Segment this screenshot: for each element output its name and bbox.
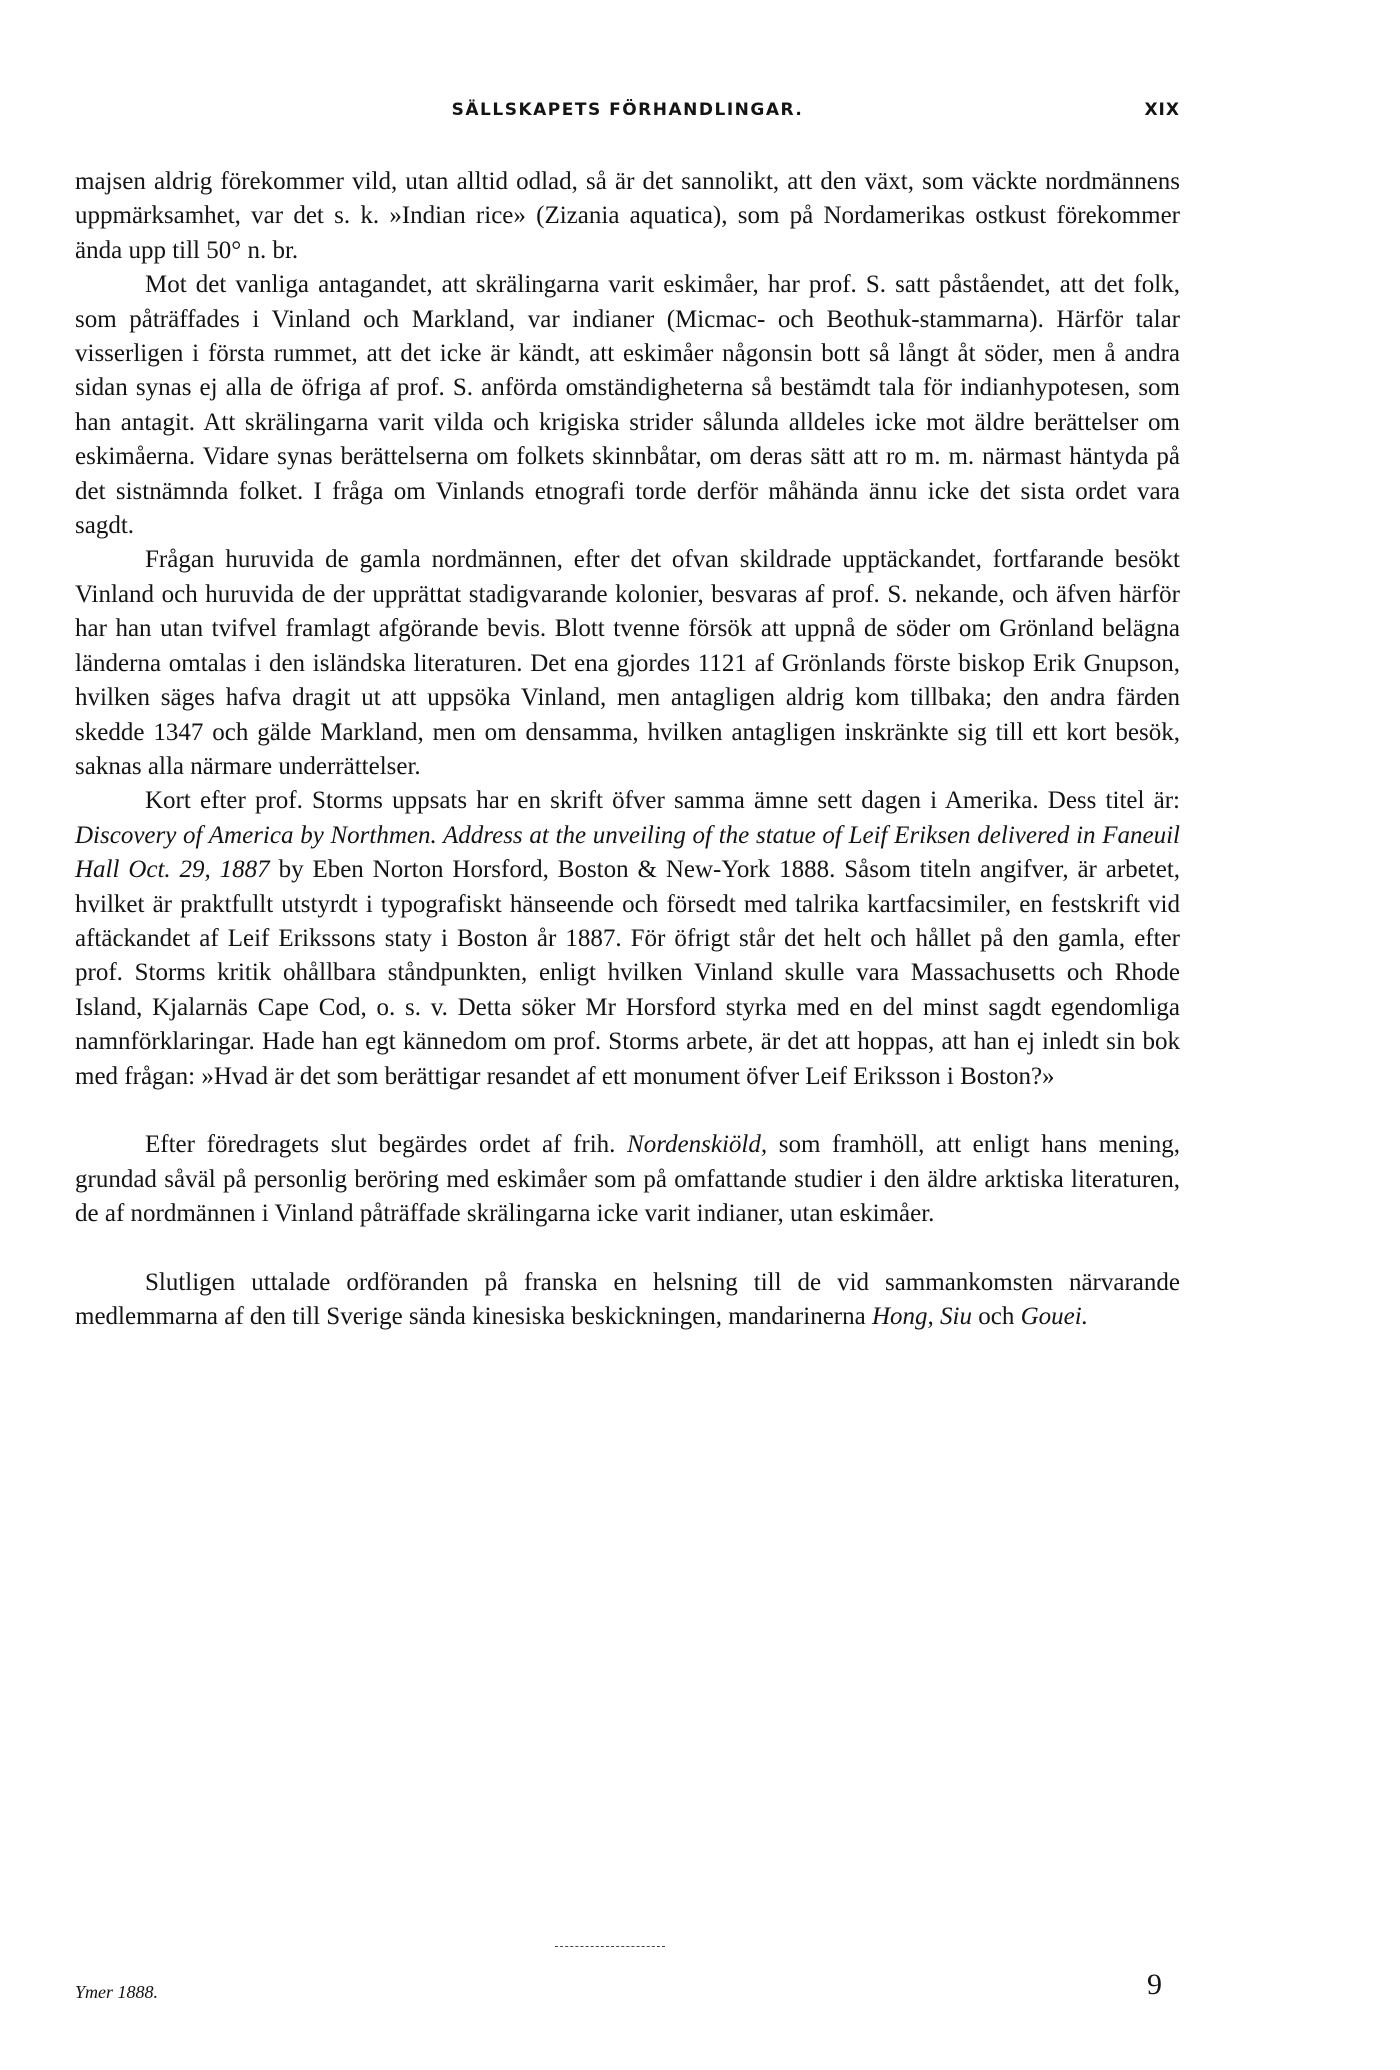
sheet-number: 9	[1147, 1968, 1162, 2001]
paragraph-horsford	[75, 784, 1180, 1094]
nordenskiold-rest: som framhöll, att enligt hans mening, grundad såväl på personlig beröring med eskimåer som på omfattande studier i den äldre arktiska literaturen, de af nordmännen i Vinland påträffade skrälingarna icke varit indianer, utan eskimåer.	[75, 1131, 1180, 1228]
section-divider	[555, 1946, 665, 1947]
horsford-rest: by Eben Norton Horsford, Boston & New-York 1888. Såsom titeln angifver, är arbetet, hvilket är praktfullt utstyrdt i typografiskt hänseende och försedt med talrika kartfacsimiler, en festskrift vid aftäckandet af Leif Erikssons staty i Boston år 1887. För öfrigt står det helt och hållet på den gamla, efter prof. Storms kritik ohållbara ståndpunkten, enligt hvilken Vinland skulle vara Massachusetts och Rhode Island, Kjalarnäs Cape Cod, o. s. v. Detta söker Mr Horsford styrka med en del minst sagdt egendomliga namnförklaringar. Hade han egt kännedom om prof. Storms arbete, är det att hoppas, att han ej inledt sin bok med frågan: »Hvad är det som berättigar resandet af ett monument öfver Leif Eriksson i Boston?»	[75, 856, 1181, 1090]
body-text	[75, 165, 1180, 1335]
book-page	[75, 0, 1180, 2070]
horsford-book-title: Discovery of America by Northmen. Address at the unveiling of the statue of Leif Eriksen delivered in Faneuil Hall Oct. 29, 1887	[75, 821, 1180, 884]
paragraph-skralingar: Mot det vanliga antagandet, att skrälingarna varit eskimåer, har prof. S. satt påståendet, att det folk, som påträffades i Vinland och Markland, var indianer (Micmac- och Beothuk-stammarna). Härför talar visserligen i första rummet, att det icke är kändt, att eskimåer någonsin bott så långt åt söder, men å andra sidan synas ej alla de öfriga af prof. S. anförda omständigheterna så bestämdt tala för indianhypotesen, som han antagit. Att skrälingarna varit vilda och krigiska strider sålunda alldeles icke mot äldre berättelser om eskimåerna. Vidare synas berättelserna om folkets skinnbåtar, om deras sätt att ro m. m. närmast häntyda på det sistnämnda folket. I fråga om Vinlands etnografi torde derför måhända ännu icke det sista ordet vara sagdt.	[75, 271, 1180, 540]
nordenskiold-name: Nordenskiöld,	[627, 1131, 768, 1159]
mandarin-name-gouei: Gouei.	[1020, 1303, 1088, 1331]
paragraph-closing	[75, 1266, 1180, 1335]
mandarin-name-siu: Siu	[940, 1303, 972, 1331]
closing-lead: Slutligen uttalade ordföranden på franska en helsning till de vid sammankomsten närvarande medlemmarna af den till Sverige sända kinesiska beskickningen, mandarinerna	[75, 1268, 1180, 1331]
nordenskiold-lead: Efter föredragets slut begärdes ordet af frih.	[145, 1131, 628, 1159]
paragraph-nordenskiold	[75, 1128, 1180, 1231]
closing-conjunction: och	[971, 1303, 1021, 1331]
mandarin-name-hong: Hong,	[871, 1303, 934, 1331]
running-title: SÄLLSKAPETS FÖRHANDLINGAR.	[451, 100, 804, 120]
paragraph-vinland-visits: Frågan huruvida de gamla nordmännen, efter det ofvan skildrade upptäckandet, fortfarande besökt Vinland och huruvida de der upprättat stadigvarande kolonier, besvaras af prof. S. nekande, och äfven härför har han utan tvifvel framlagt afgörande bevis. Blott tvenne försök att uppnå de söder om Grönland belägna länderna omtalas i den isländska literaturen. Det ena gjordes 1121 af Grönlands förste biskop Erik Gnupson, hvilken säges hafva dragit ut att uppsöka Vinland, men antagligen aldrig kom tillbaka; den andra färden skedde 1347 och gälde Markland, men om densamma, hvilken antagligen inskränkte sig till ett kort besök, saknas alla närmare underrättelser.	[75, 546, 1180, 780]
horsford-lead: Kort efter prof. Storms uppsats har en skrift öfver samma ämne sett dagen i Amerika. Dess titel är:	[145, 787, 1180, 815]
paragraph-zizania: majsen aldrig förekommer vild, utan alltid odlad, så är det sannolikt, att den växt, som väckte nordmännens uppmärksamhet, var det s. k. »Indian rice» (Zizania aquatica), som på Nordamerikas ostkust förekommer ända upp till 50° n. br.	[75, 168, 1180, 264]
page-number-roman: XIX	[1144, 100, 1180, 120]
running-head	[75, 100, 1180, 130]
sheet-signature: Ymer 1888.	[75, 1982, 159, 2002]
